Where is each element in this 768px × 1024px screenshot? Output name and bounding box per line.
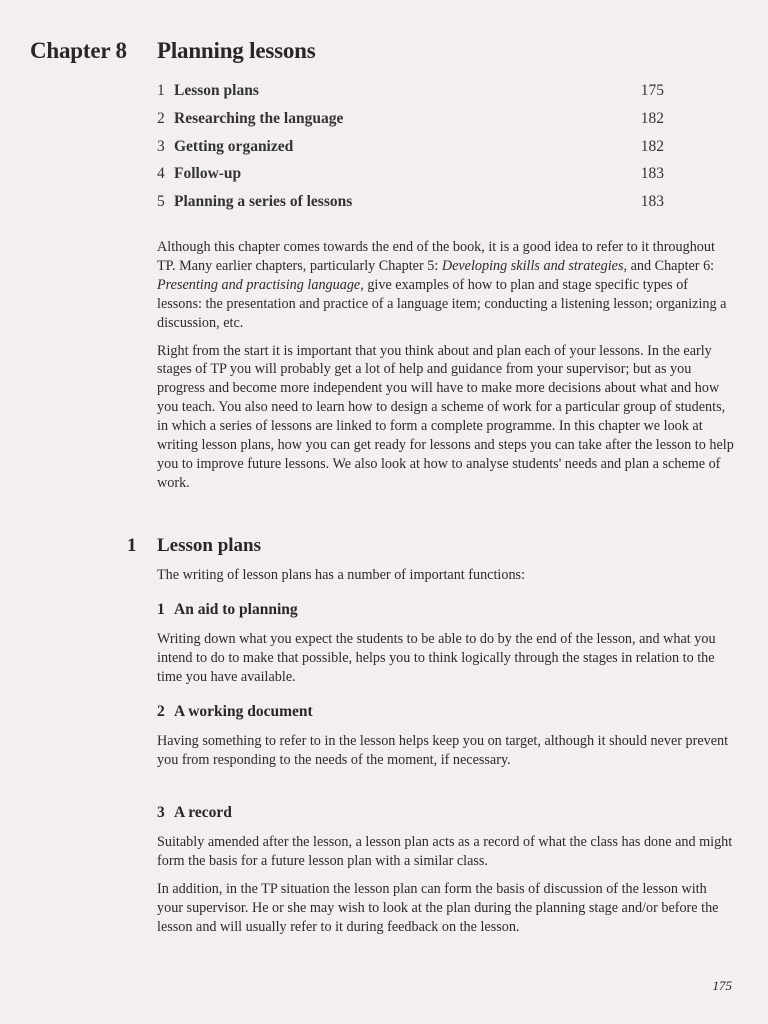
toc-title: Lesson plans <box>174 82 259 99</box>
chapter-6-title: Presenting and practising language <box>157 276 361 293</box>
chapter-number: Chapter 8 <box>30 38 127 63</box>
subheading <box>157 804 232 822</box>
section-lead <box>157 566 735 594</box>
toc-page: 183 <box>640 165 664 183</box>
subheading-number: 1 <box>157 601 165 618</box>
toc-title: Follow-up <box>174 165 242 183</box>
chapter-contents <box>157 82 664 221</box>
chapter-title: Planning lessons <box>157 38 316 63</box>
toc-page: 182 <box>640 109 664 127</box>
intro-text-run: , give examples of how to plan and stage specific types of lessons: the presentation and practice of a language item; conducting a listening lesson; organizing a discussion, etc. <box>157 276 727 331</box>
toc-number: 4 <box>157 165 165 183</box>
toc-number: 2 <box>157 109 165 127</box>
section-title: Lesson plans <box>157 535 262 556</box>
chapter-5-title: Developing skills and strategies <box>441 257 624 274</box>
chapter-heading <box>30 38 316 64</box>
toc-number: 5 <box>157 193 165 211</box>
subheading-title: A record <box>174 804 232 821</box>
intro-text-run: Although this chapter comes towards the end of the book, it is a good idea to refer to it throughout TP. Many earlier chapters, particularly Chapter 5: <box>157 239 715 274</box>
toc-title: Researching the language <box>174 109 344 127</box>
subsection-text <box>157 732 735 779</box>
subsection-text <box>157 630 735 696</box>
toc-row <box>157 193 664 221</box>
subheading-title: A working document <box>174 703 313 720</box>
section-heading <box>127 535 261 557</box>
subheading-number: 3 <box>157 804 165 821</box>
subsection-paragraph: In addition, in the TP situation the lesson plan can form the basis of discussion of the lesson with your supervisor. He or she may wish to look at the plan during the planning stage and/or before the lesson and will usually refer to it during feedback on the lesson. <box>157 880 719 935</box>
toc-page: 175 <box>640 82 664 99</box>
toc-row <box>157 165 664 193</box>
toc-row <box>157 82 664 110</box>
subsection-paragraph: Having something to refer to in the lesson helps keep you on target, although it should never prevent you from responding to the needs of the moment, if necessary. <box>157 733 729 768</box>
subheading <box>157 601 298 619</box>
intro-paragraph-2: Right from the start it is important that you think about and plan each of your lessons. In the early stages of TP you will probably get a lot of help and guidance from your supervisor; but as you progress and become more independent you will have to make more decisions about what and how you teach. You also need to learn how to design a scheme of work for a particular group of students, in which a series of lessons are linked to form a complete programme. In this chapter we look at writing lesson plans, how you can get ready for lessons and steps you can take after the lesson to help you to improve future lessons. We also look at how to analyse students' needs and plan a scheme of work. <box>157 342 734 491</box>
subsection-paragraph: Suitably amended after the lesson, a lesson plan acts as a record of what the class has done and might form the basis for a future lesson plan with a similar class. <box>157 834 733 869</box>
subsection-text <box>157 833 735 946</box>
page-number: 175 <box>712 978 732 993</box>
section-lead-text: The writing of lesson plans has a number of important functions: <box>157 567 526 583</box>
toc-page: 182 <box>640 137 664 155</box>
subheading <box>157 703 313 721</box>
subsection-paragraph: Writing down what you expect the students to be able to do by the end of the lesson, and what you intend to do to make that possible, helps you to think logically through the stages in relation to the time you have available. <box>157 631 716 685</box>
intro-text <box>157 238 735 502</box>
toc-number: 1 <box>157 82 165 99</box>
intro-text-run: , and Chapter 6: <box>623 257 715 274</box>
toc-title: Getting organized <box>174 137 294 155</box>
subheading-number: 2 <box>157 703 165 720</box>
section-number: 1 <box>127 535 137 556</box>
toc-title: Planning a series of lessons <box>174 193 353 211</box>
toc-row <box>157 110 664 138</box>
subheading-title: An aid to planning <box>174 601 298 618</box>
intro-paragraph-1 <box>157 238 735 333</box>
toc-page: 183 <box>640 193 664 211</box>
toc-number: 3 <box>157 137 165 155</box>
toc-row <box>157 138 664 166</box>
